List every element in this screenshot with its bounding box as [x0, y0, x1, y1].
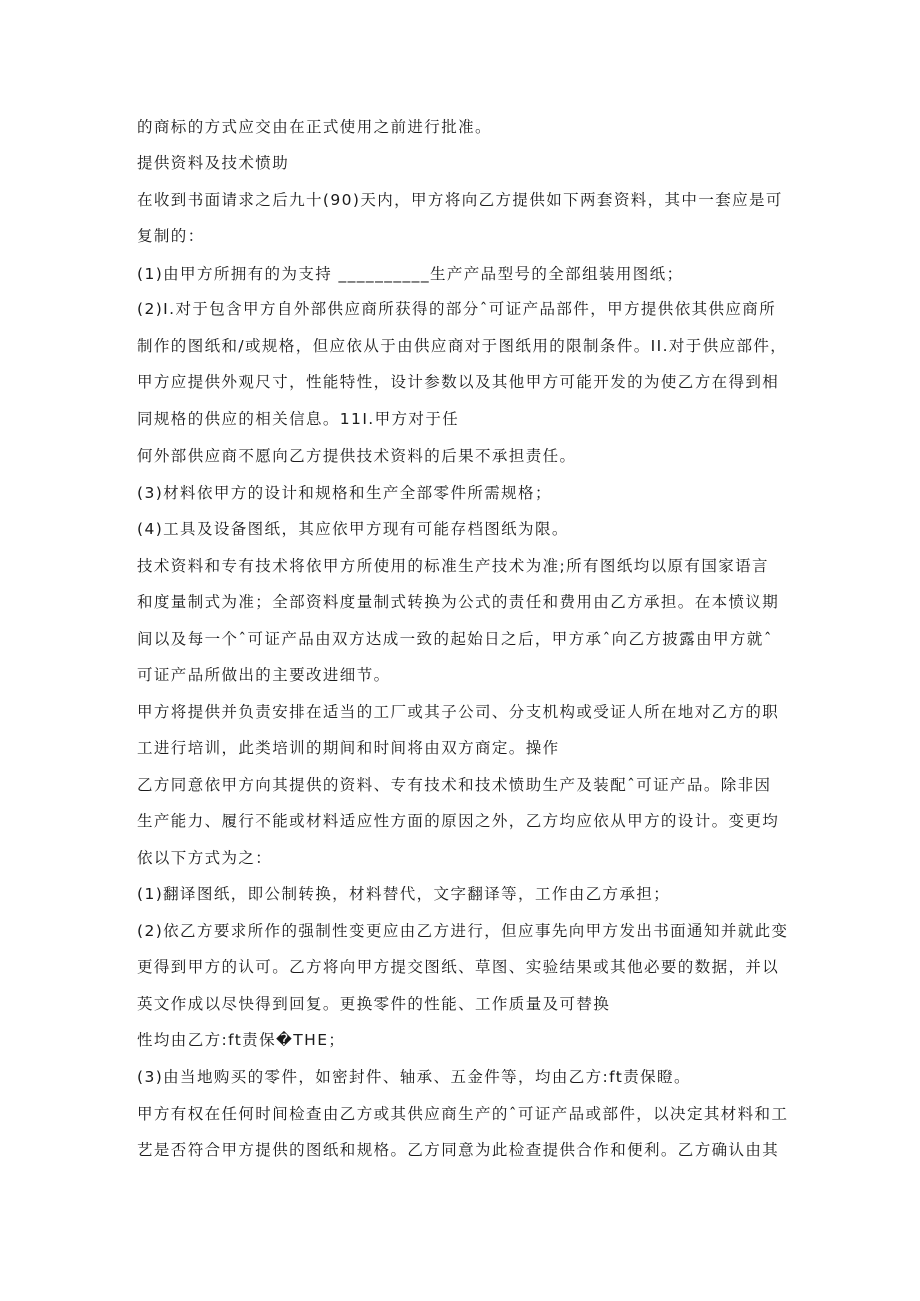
text-line: 甲方有权在任何时间检查由乙方或其供应商生产的ˆ可证产品或部件，以决定其材料和工 [137, 1105, 789, 1123]
list-item: (1)由甲方所拥有的为支持 __________生产产品型号的全部组装用图纸； [137, 265, 684, 283]
text-line: 何外部供应商不愿向乙方提供技术资料的后果不承担责任。 [137, 447, 577, 465]
section-heading: 提供资料及技术愤助 [137, 154, 290, 172]
text-line: 甲方应提供外观尺寸，性能特性，设计参数以及其他甲方可能开发的为使乙方在得到相 [137, 373, 780, 391]
text-line: 技术资料和专有技术将依甲方所使用的标准生产技术为准;所有图纸均以原有国家语言 [137, 557, 769, 575]
text-line: 同规格的供应的相关信息。11I.甲方对于任 [137, 410, 460, 428]
list-item: (2)I.对于包含甲方自外部供应商所获得的部分ˆ可证产品部件，甲方提供依其供应商所 [137, 300, 777, 318]
text-line: 制作的图纸和/或规格，但应依从于由供应商对于图纸用的限制条件。II.对于供应部件， [137, 337, 788, 355]
text-line: 工进行培训，此类培训的期间和时间将由双方商定。操作 [137, 739, 560, 757]
text-line: 复制的： [137, 227, 205, 245]
text-line: 英文作成以尽快得到回复。更换零件的性能、工作质量及可替换 [137, 995, 611, 1013]
text-line: 艺是否符合甲方提供的图纸和规格。乙方同意为此检查提供合作和便利。乙方确认由其 [137, 1141, 780, 1159]
list-item: (3)材料依甲方的设计和规格和生产全部零件所需规格； [137, 484, 552, 502]
text-line: 和度量制式为准；全部资料度量制式转换为公式的责任和费用由乙方承担。在本愤议期 [137, 593, 780, 611]
text-line: 乙方同意依甲方向其提供的资料、专有技术和技术愤助生产及装配ˆ可证产品。除非因 [137, 776, 772, 794]
list-item: (1)翻译图纸，即公制转换，材料替代，文字翻译等，工作由乙方承担； [137, 885, 671, 903]
text-line: 间以及每一个ˆ可证产品由双方达成一致的起始日之后，甲方承ˆ向乙方披露由甲方就ˆ [137, 630, 773, 648]
text-line: 性均由乙方:ft责保�THE； [137, 1031, 346, 1049]
list-item: (2)依乙方要求所作的强制性变更应由乙方进行，但应事先向甲方发出书面通知并就此变 [137, 922, 789, 940]
text-line: 可证产品所做出的主要改进细节。 [137, 666, 391, 684]
text-line: 的商标的方式应交由在正式使用之前进行批准。 [137, 118, 492, 136]
text-line: 在收到书面请求之后九十(90)天内，甲方将向乙方提供如下两套资料，其中一套应是可 [137, 191, 783, 209]
text-line: 生产能力、履行不能或材料适应性方面的原因之外，乙方均应依从甲方的设计。变更均 [137, 812, 780, 830]
list-item: (3)由当地购买的零件，如密封件、轴承、五金件等，均由乙方:ft责保瞪。 [137, 1068, 691, 1086]
list-item: (4)工具及设备图纸，其应依甲方现有可能存档图纸为限。 [137, 520, 569, 538]
text-line: 更得到甲方的认可。乙方将向甲方提交图纸、草图、实验结果或其他必要的数据，并以 [137, 958, 780, 976]
text-line: 甲方将提供并负责安排在适当的工厂或其子公司、分支机构或受证人所在地对乙方的职 [137, 703, 780, 721]
text-line: 依以下方式为之： [137, 849, 273, 867]
